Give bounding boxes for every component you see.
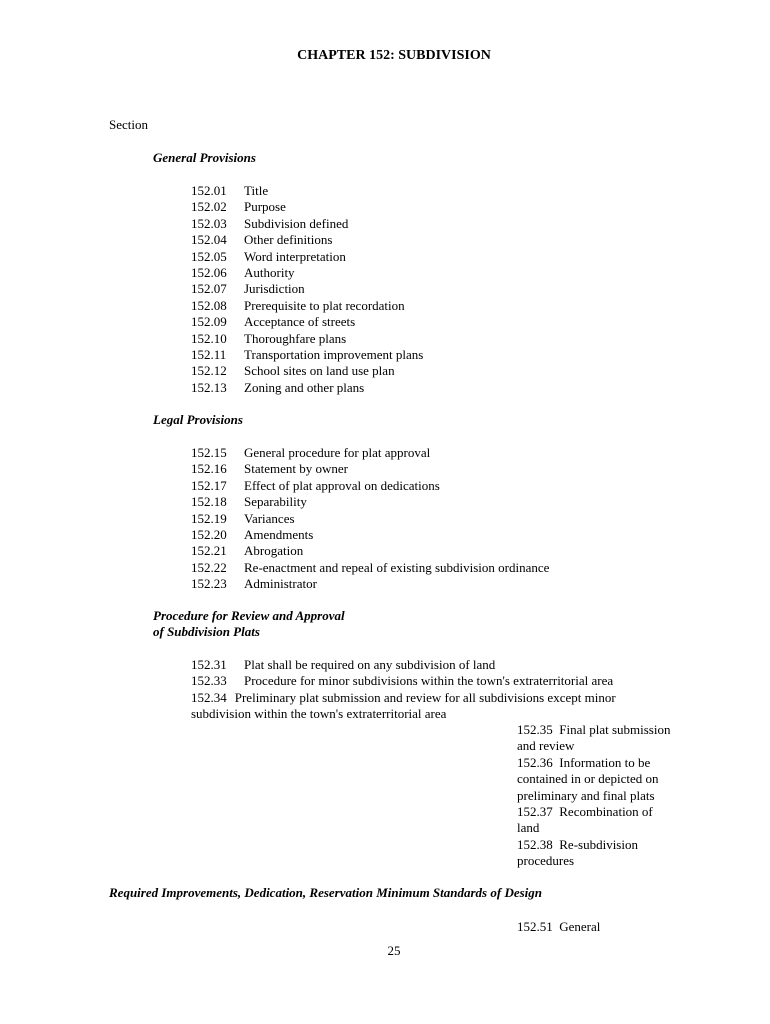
section-number: 152.16 bbox=[191, 461, 227, 477]
section-number: 152.09 bbox=[191, 314, 227, 330]
section-number: 152.37 bbox=[517, 804, 553, 820]
section-number: 152.33 bbox=[191, 673, 227, 689]
list-item bbox=[191, 461, 549, 477]
list-item bbox=[191, 576, 549, 592]
list-item bbox=[191, 298, 423, 314]
list-item bbox=[191, 673, 613, 689]
section-title: Abrogation bbox=[244, 543, 304, 559]
section-title: Variances bbox=[244, 510, 295, 526]
list-item bbox=[517, 837, 675, 870]
list-item bbox=[517, 722, 675, 755]
procedure-heading-line-2: of Subdivision Plats bbox=[153, 624, 260, 640]
section-title: Transportation improvement plans bbox=[244, 346, 424, 362]
section-number: 152.07 bbox=[191, 281, 227, 297]
section-number: 152.02 bbox=[191, 199, 227, 215]
list-item bbox=[191, 511, 549, 527]
procedure-right-column bbox=[517, 722, 675, 870]
section-number: 152.18 bbox=[191, 494, 227, 510]
legal-provisions-heading: Legal Provisions bbox=[153, 412, 243, 427]
list-item bbox=[191, 265, 423, 281]
required-improvements-heading: Required Improvements, Dedication, Reservation Minimum Standards of Design bbox=[109, 885, 543, 900]
section-number: 152.21 bbox=[191, 543, 227, 559]
list-item bbox=[191, 478, 549, 494]
section-title: Acceptance of streets bbox=[244, 314, 356, 330]
section-title: Plat shall be required on any subdivision of land bbox=[244, 657, 496, 672]
general-provisions-list bbox=[191, 183, 423, 396]
list-item bbox=[191, 249, 423, 265]
section-title: School sites on land use plan bbox=[244, 363, 395, 379]
list-item bbox=[517, 755, 675, 804]
section-title: Administrator bbox=[244, 576, 317, 592]
section-number: 152.19 bbox=[191, 510, 227, 526]
procedure-heading-line-1: Procedure for Review and Approval bbox=[153, 608, 345, 623]
section-number: 152.06 bbox=[191, 264, 227, 280]
section-title: Thoroughfare plans bbox=[244, 330, 347, 346]
section-number: 152.38 bbox=[517, 836, 553, 852]
section-number: 152.01 bbox=[191, 183, 227, 198]
section-title: Final plat submission and review bbox=[517, 722, 671, 754]
section-title: Separability bbox=[244, 494, 307, 510]
section-number: 152.36 bbox=[517, 754, 553, 770]
list-item bbox=[191, 314, 423, 330]
section-number: 152.11 bbox=[191, 346, 227, 362]
section-title: Effect of plat approval on dedications bbox=[244, 477, 440, 493]
section-title: Preliminary plat submission and review for all subdivisions except minor subdivision within the town's extraterritorial area bbox=[191, 690, 616, 722]
required-improvements-list bbox=[517, 919, 675, 935]
list-item bbox=[191, 363, 423, 379]
list-item bbox=[517, 919, 675, 935]
list-item bbox=[191, 380, 423, 396]
section-title: Prerequisite to plat recordation bbox=[244, 297, 405, 313]
section-number: 152.35 bbox=[517, 722, 553, 737]
list-item bbox=[191, 232, 423, 248]
general-provisions-heading: General Provisions bbox=[153, 150, 256, 165]
list-item bbox=[191, 281, 423, 297]
section-number: 152.23 bbox=[191, 576, 227, 592]
section-number: 152.03 bbox=[191, 215, 227, 231]
section-title: Authority bbox=[244, 264, 295, 280]
section-number: 152.13 bbox=[191, 379, 227, 395]
section-number: 152.22 bbox=[191, 559, 227, 575]
section-number: 152.51 bbox=[517, 919, 553, 934]
page-number: 25 bbox=[387, 943, 401, 958]
section-number: 152.34 bbox=[191, 690, 227, 705]
legal-provisions-list bbox=[191, 445, 549, 593]
section-number: 152.10 bbox=[191, 330, 227, 346]
list-item bbox=[191, 347, 423, 363]
section-title: Purpose bbox=[244, 199, 286, 215]
list-item bbox=[191, 216, 423, 232]
section-title: Re-enactment and repeal of existing subdivision ordinance bbox=[244, 559, 550, 575]
list-item bbox=[191, 560, 549, 576]
section-number: 152.05 bbox=[191, 248, 227, 264]
list-item bbox=[191, 494, 549, 510]
list-item bbox=[191, 331, 423, 347]
section-title: Zoning and other plans bbox=[244, 379, 365, 395]
section-title: Jurisdiction bbox=[244, 281, 305, 297]
section-title: Subdivision defined bbox=[244, 215, 349, 231]
list-item bbox=[517, 804, 675, 837]
chapter-title: CHAPTER 152: SUBDIVISION bbox=[297, 48, 491, 63]
list-item bbox=[191, 527, 549, 543]
procedure-heading bbox=[153, 608, 345, 641]
section-title: Statement by owner bbox=[244, 461, 348, 477]
section-title: Title bbox=[244, 183, 269, 198]
section-title: Word interpretation bbox=[244, 248, 346, 264]
section-label: Section bbox=[109, 117, 148, 132]
section-title: Recombination of land bbox=[517, 804, 653, 836]
section-title: Procedure for minor subdivisions within the town's extraterritorial area bbox=[244, 673, 614, 689]
section-title: Amendments bbox=[244, 526, 314, 542]
list-item bbox=[191, 183, 423, 199]
list-item bbox=[191, 199, 423, 215]
list-item bbox=[191, 657, 613, 673]
procedure-list bbox=[191, 657, 613, 690]
list-item bbox=[191, 543, 549, 559]
section-number: 152.08 bbox=[191, 297, 227, 313]
section-number: 152.31 bbox=[191, 657, 227, 672]
section-number: 152.17 bbox=[191, 477, 227, 493]
section-number: 152.04 bbox=[191, 232, 227, 248]
list-item bbox=[191, 445, 549, 461]
section-number: 152.15 bbox=[191, 445, 227, 460]
section-number: 152.20 bbox=[191, 526, 227, 542]
section-title: Other definitions bbox=[244, 232, 333, 248]
list-item-wrapped bbox=[191, 690, 661, 723]
section-title: Information to be contained in or depicted on preliminary and final plats bbox=[517, 754, 659, 803]
section-number: 152.12 bbox=[191, 363, 227, 379]
section-title: General procedure for plat approval bbox=[244, 445, 431, 460]
section-title: Re-subdivision procedures bbox=[517, 836, 638, 869]
section-title: General bbox=[559, 919, 601, 934]
